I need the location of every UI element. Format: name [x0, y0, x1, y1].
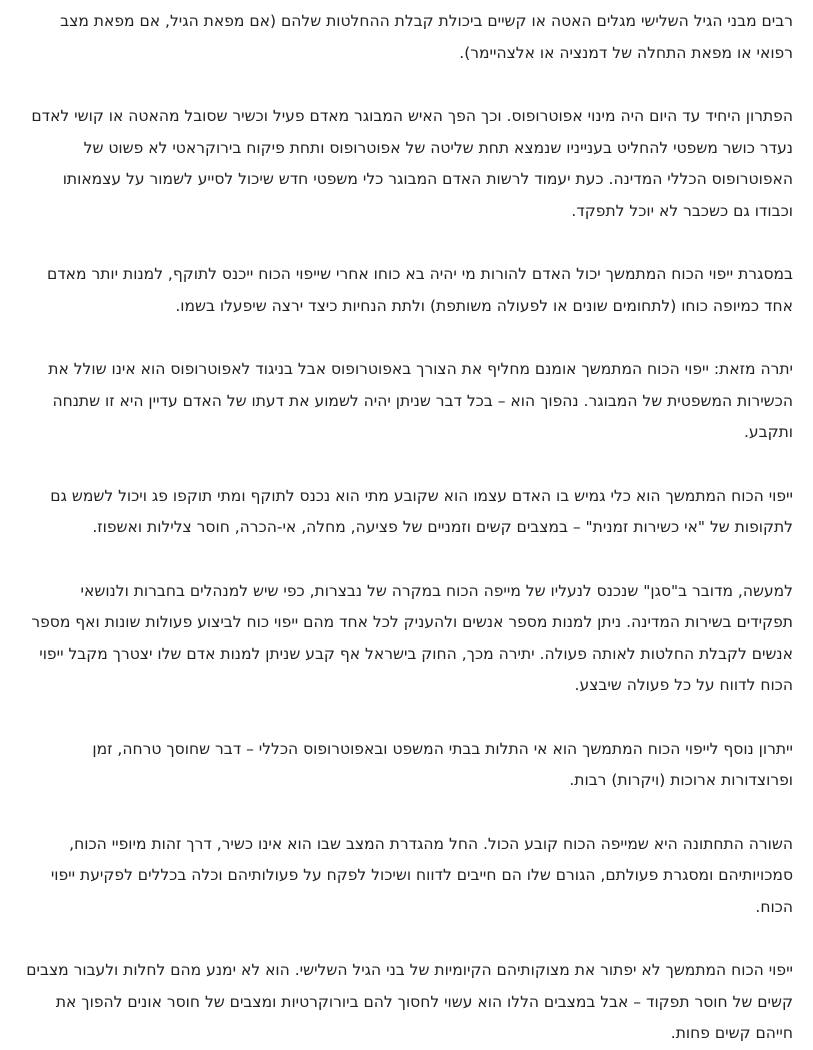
- paragraph-conclusion: ייפוי הכוח המתמשך לא יפתור את מצוקותיהם הקיומיות של בני הגיל השלישי. הוא לא ימנע מהם לחלות ולעבור מצבים קשים של חוסר תפקוד – אבל במצבים הללו הוא עשוי לחסוך להם ביורוקרטיות ומצבים של חוסר אונים להפוך את חייהם קשים פחות.: [26, 961, 793, 1042]
- paragraph-moreover: יתרה מזאת: ייפוי הכוח המתמשך אומנם מחליף את הצורך באפוטרופוס אבל בניגוד לאפוטרופוס הוא אינו שולל את הכשירות המשפטית של המבוגר. נהפוך הוא – בכל דבר שניתן יהיה לשמוע את דעתו של האדם עדיין היא זו שתנחה ותקבע.: [48, 360, 793, 441]
- paragraph-intro: רבים מבני הגיל השלישי מגלים האטה או קשיים ביכולת קבלת ההחלטות שלהם (אם מפאת הגיל, אם מפאת מצב רפואי או מפאת התחלה של דמנציה או אלצהיימר).: [60, 12, 793, 62]
- paragraph-deputy: למעשה, מדובר ב"סגן" שנכנס לנעליו של מייפה הכוח במקרה של נבצרות, כפי שיש למנהלים בחברות ולנושאי תפקידים בשירות המדינה. ניתן למנות מספר אנשים ולהעניק לכל אחד מהם ייפוי כוח לביצוע פעולות שונות ואף מספר אנשים לקבלת החלטות לאותה פעולה. יתירה מכך, החוק בישראל אף קבע שניתן למנות אדם שלו יצטרך מקבל ייפוי הכוח לדווח על כל פעולה שיבצע.: [31, 581, 793, 694]
- paragraph-framework: במסגרת ייפוי הכוח המתמשך יכול האדם להורות מי יהיה בא כוחו אחרי שייפוי הכוח ייכנס לתוקף, למנות יותר מאדם אחד כמיופה כוחו (לתחומים שונים או לפעולה משותפת) ולתת הנחיות כיצד ירצה שיפעלו בשמו.: [46, 265, 793, 315]
- paragraph-bottom-line: השורה התחתונה היא שמייפה הכוח קובע הכול. החל מהגדרת המצב שבו הוא אינו כשיר, דרך זהות מיופיי הכוח, סמכויותיהם ומסגרת פעולתם, הגורם שלו הם חייבים לדווח ושיכול לפקח על פעולותיהם וכלה בכללים לפקיעת ייפוי הכוח.: [50, 834, 793, 916]
- paragraph-flexible-tool: ייפוי הכוח המתמשך הוא כלי גמיש בו האדם עצמו הוא שקובע מתי הוא נכנס לתוקף ומתי תוקפו פג ויכול לשמש גם לתקופות של "אי כשירות זמנית" – במצבים קשים וזמניים של פציעה, מחלה, אי-הכרה, חוסר צלילות ואשפוז.: [50, 486, 793, 536]
- paragraph-guardian: הפתרון היחיד עד היום היה מינוי אפוטרופוס. וכך הפך האיש המבוגר מאדם פעיל וכשיר שסובל מהאטה או קושי לאדם נעדר כושר משפטי להחליט בענייניו שנמצא תחת שליטה של אפוטרופוס ותחת פיקוח בירוקראטי לא פשוט של האפוטרופוס הכללי המדינה. כעת יעמוד לרשות האדם המבוגר כלי משפטי חדש שיכול לסייע לשמור על עצמאותו וכבודו גם כשכבר לא יוכל לתפקד.: [31, 107, 793, 220]
- paragraph-advantage: ייתרון נוסף לייפוי הכוח המתמשך הוא אי התלות בבתי המשפט ובאפוטרופוס הכללי – דבר שחוסך טרחה, זמן ופרוצדורות ארוכות (ויקרות) רבות.: [92, 739, 793, 789]
- article-body: [20, 6, 793, 1050]
